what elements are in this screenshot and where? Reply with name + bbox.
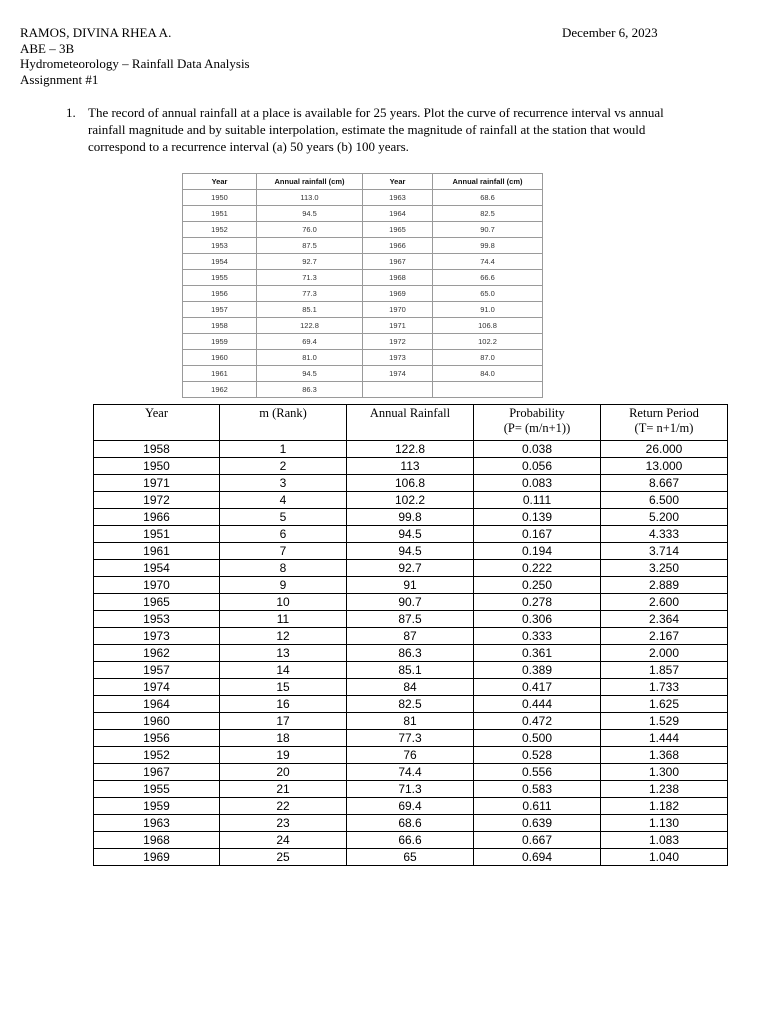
ref-rainfall-2-cell: 82.5	[433, 206, 543, 222]
ref-year-cell: 1953	[183, 238, 257, 254]
rank-cell: 24	[220, 832, 347, 849]
ref-rainfall-2-cell: 91.0	[433, 302, 543, 318]
annual-rainfall-cell: 106.8	[347, 475, 474, 492]
annual-rainfall-cell: 122.8	[347, 441, 474, 458]
annual-rainfall-cell: 87.5	[347, 611, 474, 628]
ref-rainfall-cell: 94.5	[257, 206, 363, 222]
annual-rainfall-cell: 99.8	[347, 509, 474, 526]
ref-rainfall-2-cell: 102.2	[433, 334, 543, 350]
ref-rainfall-cell: 69.4	[257, 334, 363, 350]
table-row	[94, 662, 728, 679]
ref-year-cell: 1954	[183, 254, 257, 270]
probability-cell: 0.139	[474, 509, 601, 526]
rank-cell: 19	[220, 747, 347, 764]
ref-year-2-cell: 1966	[363, 238, 433, 254]
ref-year-cell: 1951	[183, 206, 257, 222]
return-period-cell: 2.000	[601, 645, 728, 662]
ref-table-row	[183, 318, 543, 334]
ref-rainfall-2-cell	[433, 382, 543, 398]
annual-rainfall-cell: 84	[347, 679, 474, 696]
rank-cell: 21	[220, 781, 347, 798]
annual-rainfall-cell: 86.3	[347, 645, 474, 662]
ref-rainfall-2-cell: 65.0	[433, 286, 543, 302]
return-period-cell: 8.667	[601, 475, 728, 492]
year-cell: 1969	[94, 849, 220, 866]
ref-year-2-cell	[363, 382, 433, 398]
annual-rainfall-cell: 102.2	[347, 492, 474, 509]
assignment-label: Assignment #1	[20, 71, 99, 87]
ref-year-cell: 1962	[183, 382, 257, 398]
year-cell: 1961	[94, 543, 220, 560]
year-cell: 1966	[94, 509, 220, 526]
probability-cell: 0.583	[474, 781, 601, 798]
annual-rainfall-cell: 65	[347, 849, 474, 866]
rank-cell: 16	[220, 696, 347, 713]
rank-cell: 5	[220, 509, 347, 526]
probability-cell: 0.194	[474, 543, 601, 560]
table-row	[94, 747, 728, 764]
return-period-cell: 1.529	[601, 713, 728, 730]
probability-cell: 0.528	[474, 747, 601, 764]
probability-cell: 0.694	[474, 849, 601, 866]
return-period-cell: 1.857	[601, 662, 728, 679]
annual-rainfall-cell: 68.6	[347, 815, 474, 832]
return-period-cell: 13.000	[601, 458, 728, 475]
year-cell: 1953	[94, 611, 220, 628]
return-period-cell: 1.625	[601, 696, 728, 713]
ref-rainfall-cell: 87.5	[257, 238, 363, 254]
header-annual-rainfall: Annual Rainfall	[347, 405, 474, 441]
ref-rainfall-cell: 71.3	[257, 270, 363, 286]
ref-table-row	[183, 382, 543, 398]
ref-rainfall-cell: 113.0	[257, 190, 363, 206]
header-year: Year	[94, 405, 220, 441]
ref-year-2-cell: 1972	[363, 334, 433, 350]
ref-rainfall-cell: 81.0	[257, 350, 363, 366]
ref-rainfall-2-cell: 74.4	[433, 254, 543, 270]
table-row	[94, 713, 728, 730]
ref-year-2-cell: 1969	[363, 286, 433, 302]
ref-table-row	[183, 190, 543, 206]
probability-cell: 0.611	[474, 798, 601, 815]
probability-cell: 0.111	[474, 492, 601, 509]
table-row	[94, 645, 728, 662]
ref-rainfall-2-cell: 84.0	[433, 366, 543, 382]
table-row	[94, 849, 728, 866]
table-row	[94, 730, 728, 747]
year-cell: 1967	[94, 764, 220, 781]
rank-cell: 23	[220, 815, 347, 832]
probability-cell: 0.556	[474, 764, 601, 781]
ref-year-2-cell: 1965	[363, 222, 433, 238]
probability-cell: 0.038	[474, 441, 601, 458]
rank-cell: 2	[220, 458, 347, 475]
ref-table-row	[183, 334, 543, 350]
annual-rainfall-cell: 69.4	[347, 798, 474, 815]
return-period-cell: 5.200	[601, 509, 728, 526]
ref-year-cell: 1956	[183, 286, 257, 302]
annual-rainfall-cell: 82.5	[347, 696, 474, 713]
year-cell: 1956	[94, 730, 220, 747]
ref-rainfall-2-cell: 66.6	[433, 270, 543, 286]
table-row	[94, 458, 728, 475]
return-period-cell: 3.714	[601, 543, 728, 560]
probability-cell: 0.444	[474, 696, 601, 713]
ref-table-row	[183, 222, 543, 238]
header-return-period: Return Period (T= n+1/m)	[601, 405, 728, 441]
ref-table-row	[183, 286, 543, 302]
table-row	[94, 560, 728, 577]
student-name: RAMOS, DIVINA RHEA A.	[20, 25, 172, 40]
table-row	[94, 679, 728, 696]
table-row	[94, 696, 728, 713]
year-cell: 1971	[94, 475, 220, 492]
year-cell: 1957	[94, 662, 220, 679]
rank-cell: 9	[220, 577, 347, 594]
probability-cell: 0.500	[474, 730, 601, 747]
ref-year-2-cell: 1964	[363, 206, 433, 222]
rank-cell: 25	[220, 849, 347, 866]
year-cell: 1952	[94, 747, 220, 764]
rank-cell: 7	[220, 543, 347, 560]
ref-table-row	[183, 366, 543, 382]
return-period-cell: 2.889	[601, 577, 728, 594]
rank-cell: 11	[220, 611, 347, 628]
document-date: December 6, 2023	[562, 25, 658, 40]
table-row	[94, 815, 728, 832]
main-table-header-row	[94, 405, 728, 441]
annual-rainfall-cell: 85.1	[347, 662, 474, 679]
year-cell: 1962	[94, 645, 220, 662]
ref-header-rainfall-2: Annual rainfall (cm)	[433, 174, 543, 190]
return-period-cell: 1.083	[601, 832, 728, 849]
rank-cell: 12	[220, 628, 347, 645]
year-cell: 1950	[94, 458, 220, 475]
probability-cell: 0.333	[474, 628, 601, 645]
ref-header-rainfall: Annual rainfall (cm)	[257, 174, 363, 190]
ref-year-2-cell: 1974	[363, 366, 433, 382]
ref-year-2-cell: 1968	[363, 270, 433, 286]
rank-cell: 1	[220, 441, 347, 458]
rank-cell: 14	[220, 662, 347, 679]
probability-cell: 0.056	[474, 458, 601, 475]
annual-rainfall-cell: 113	[347, 458, 474, 475]
probability-cell: 0.306	[474, 611, 601, 628]
ref-rainfall-2-cell: 90.7	[433, 222, 543, 238]
return-period-cell: 2.167	[601, 628, 728, 645]
student-section: ABE – 3B	[20, 40, 75, 56]
annual-rainfall-cell: 87	[347, 628, 474, 645]
year-cell: 1963	[94, 815, 220, 832]
ref-header-year: Year	[183, 174, 257, 190]
annual-rainfall-cell: 91	[347, 577, 474, 594]
ref-table-row	[183, 254, 543, 270]
student-header	[20, 25, 250, 87]
ref-year-cell: 1959	[183, 334, 257, 350]
return-period-cell: 1.733	[601, 679, 728, 696]
rank-cell: 18	[220, 730, 347, 747]
return-period-cell: 4.333	[601, 526, 728, 543]
year-cell: 1959	[94, 798, 220, 815]
ref-table-row	[183, 270, 543, 286]
course-title: Hydrometeorology – Rainfall Data Analysis	[20, 56, 250, 71]
return-period-cell: 2.364	[601, 611, 728, 628]
table-row	[94, 781, 728, 798]
rank-cell: 17	[220, 713, 347, 730]
return-period-cell: 1.040	[601, 849, 728, 866]
annual-rainfall-cell: 94.5	[347, 526, 474, 543]
annual-rainfall-cell: 81	[347, 713, 474, 730]
probability-cell: 0.278	[474, 594, 601, 611]
ref-rainfall-cell: 92.7	[257, 254, 363, 270]
rank-cell: 20	[220, 764, 347, 781]
table-row	[94, 628, 728, 645]
ref-rainfall-2-cell: 87.0	[433, 350, 543, 366]
probability-cell: 0.639	[474, 815, 601, 832]
year-cell: 1974	[94, 679, 220, 696]
annual-rainfall-cell: 71.3	[347, 781, 474, 798]
ref-table-row	[183, 302, 543, 318]
return-period-cell: 3.250	[601, 560, 728, 577]
ref-year-cell: 1961	[183, 366, 257, 382]
annual-rainfall-cell: 76	[347, 747, 474, 764]
probability-cell: 0.250	[474, 577, 601, 594]
probability-cell: 0.083	[474, 475, 601, 492]
return-period-cell: 2.600	[601, 594, 728, 611]
ref-year-2-cell: 1973	[363, 350, 433, 366]
ref-year-2-cell: 1970	[363, 302, 433, 318]
annual-rainfall-cell: 74.4	[347, 764, 474, 781]
recurrence-interval-table	[93, 404, 728, 866]
return-period-cell: 1.368	[601, 747, 728, 764]
probability-cell: 0.222	[474, 560, 601, 577]
table-row	[94, 594, 728, 611]
year-cell: 1964	[94, 696, 220, 713]
ref-rainfall-cell: 122.8	[257, 318, 363, 334]
year-cell: 1951	[94, 526, 220, 543]
ref-year-2-cell: 1971	[363, 318, 433, 334]
rank-cell: 15	[220, 679, 347, 696]
year-cell: 1970	[94, 577, 220, 594]
question-number: 1.	[66, 105, 76, 120]
table-row	[94, 764, 728, 781]
ref-year-cell: 1950	[183, 190, 257, 206]
annual-rainfall-cell: 90.7	[347, 594, 474, 611]
ref-rainfall-cell: 76.0	[257, 222, 363, 238]
probability-cell: 0.389	[474, 662, 601, 679]
ref-header-year-2: Year	[363, 174, 433, 190]
probability-cell: 0.472	[474, 713, 601, 730]
ref-year-cell: 1955	[183, 270, 257, 286]
rank-cell: 10	[220, 594, 347, 611]
ref-table-row	[183, 350, 543, 366]
annual-rainfall-cell: 92.7	[347, 560, 474, 577]
rank-cell: 22	[220, 798, 347, 815]
rank-cell: 6	[220, 526, 347, 543]
ref-rainfall-cell: 94.5	[257, 366, 363, 382]
annual-rainfall-cell: 66.6	[347, 832, 474, 849]
table-row	[94, 509, 728, 526]
ref-table-header-row	[183, 174, 543, 190]
ref-rainfall-2-cell: 68.6	[433, 190, 543, 206]
ref-year-cell: 1960	[183, 350, 257, 366]
table-row	[94, 475, 728, 492]
rainfall-record-table	[182, 173, 543, 398]
probability-cell: 0.167	[474, 526, 601, 543]
return-period-cell: 1.300	[601, 764, 728, 781]
year-cell: 1954	[94, 560, 220, 577]
table-row	[94, 832, 728, 849]
year-cell: 1958	[94, 441, 220, 458]
return-period-cell: 1.130	[601, 815, 728, 832]
ref-year-cell: 1952	[183, 222, 257, 238]
table-row	[94, 611, 728, 628]
header-probability: Probability (P= (m/n+1))	[474, 405, 601, 441]
question-text: The record of annual rainfall at a place is available for 25 years. Plot the curve of recurrence interval vs annual rainfall magnitude and by suitable interpolation, estimate the magnitude of rainfall at the station that would correspond to a recurrence interval (a) 50 years (b) 100 years.	[88, 105, 664, 154]
ref-rainfall-cell: 85.1	[257, 302, 363, 318]
probability-cell: 0.361	[474, 645, 601, 662]
return-period-cell: 26.000	[601, 441, 728, 458]
ref-rainfall-cell: 77.3	[257, 286, 363, 302]
header-rank: m (Rank)	[220, 405, 347, 441]
return-period-cell: 1.182	[601, 798, 728, 815]
ref-year-2-cell: 1963	[363, 190, 433, 206]
ref-rainfall-cell: 86.3	[257, 382, 363, 398]
table-row	[94, 577, 728, 594]
rank-cell: 4	[220, 492, 347, 509]
ref-year-2-cell: 1967	[363, 254, 433, 270]
year-cell: 1973	[94, 628, 220, 645]
annual-rainfall-cell: 77.3	[347, 730, 474, 747]
rank-cell: 3	[220, 475, 347, 492]
table-row	[94, 492, 728, 509]
return-period-cell: 1.444	[601, 730, 728, 747]
probability-cell: 0.667	[474, 832, 601, 849]
year-cell: 1965	[94, 594, 220, 611]
year-cell: 1960	[94, 713, 220, 730]
annual-rainfall-cell: 94.5	[347, 543, 474, 560]
ref-table-row	[183, 238, 543, 254]
ref-rainfall-2-cell: 99.8	[433, 238, 543, 254]
table-row	[94, 526, 728, 543]
table-row	[94, 441, 728, 458]
ref-rainfall-2-cell: 106.8	[433, 318, 543, 334]
ref-year-cell: 1957	[183, 302, 257, 318]
year-cell: 1968	[94, 832, 220, 849]
rank-cell: 8	[220, 560, 347, 577]
return-period-cell: 1.238	[601, 781, 728, 798]
table-row	[94, 798, 728, 815]
ref-year-cell: 1958	[183, 318, 257, 334]
probability-cell: 0.417	[474, 679, 601, 696]
rank-cell: 13	[220, 645, 347, 662]
year-cell: 1955	[94, 781, 220, 798]
ref-table-row	[183, 206, 543, 222]
table-row	[94, 543, 728, 560]
return-period-cell: 6.500	[601, 492, 728, 509]
year-cell: 1972	[94, 492, 220, 509]
